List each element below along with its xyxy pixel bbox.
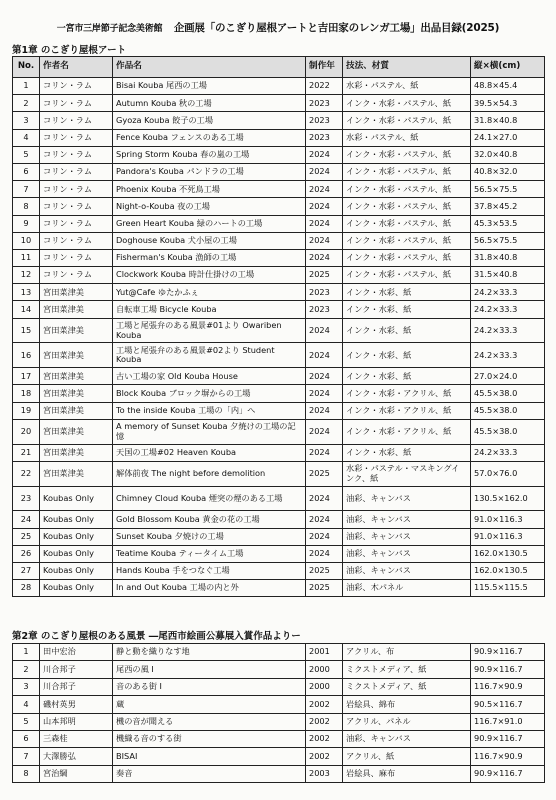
cell-medium: 水彩・パステル、紙	[343, 129, 471, 146]
cell-work: Fisherman's Kouba 漁師の工場	[113, 249, 306, 266]
cell-year: 2024	[306, 232, 343, 249]
cell-work: Yut@Cafe ゆたかふぇ	[113, 284, 306, 301]
table-row	[13, 215, 545, 232]
cell-medium: アクリル、布	[343, 644, 471, 661]
cell-year: 2002	[306, 730, 343, 747]
cell-author: コリン・ラム	[40, 267, 113, 284]
cell-year: 2023	[306, 95, 343, 112]
cell-size: 24.2×33.3	[471, 444, 545, 461]
cell-no: 14	[13, 301, 40, 318]
cell-size: 24.1×27.0	[471, 129, 545, 146]
cell-work: Clockwork Kouba 時計仕掛けの工場	[113, 267, 306, 284]
table-row	[13, 562, 545, 579]
cell-size: 162.0×130.5	[471, 545, 545, 562]
cell-medium: インク・水彩、紙	[343, 301, 471, 318]
cell-size: 45.3×53.5	[471, 215, 545, 232]
table-row	[13, 696, 545, 713]
cell-year: 2002	[306, 748, 343, 765]
cell-size: 24.2×33.3	[471, 318, 545, 343]
cell-work: 奏音	[113, 765, 306, 782]
column-header-work: 作品名	[113, 57, 306, 78]
cell-year: 2000	[306, 661, 343, 678]
cell-author: コリン・ラム	[40, 146, 113, 163]
cell-author: 山本邦明	[40, 713, 113, 730]
cell-work: Doghouse Kouba 犬小屋の工場	[113, 232, 306, 249]
cell-work: In and Out Kouba 工場の内と外	[113, 580, 306, 597]
cell-size: 45.5×38.0	[471, 385, 545, 402]
cell-work: Night-o-Kouba 夜の工場	[113, 198, 306, 215]
cell-no: 21	[13, 444, 40, 461]
cell-author: コリン・ラム	[40, 129, 113, 146]
cell-no: 26	[13, 545, 40, 562]
cell-work: 天国の工場#02 Heaven Kouba	[113, 444, 306, 461]
cell-year: 2024	[306, 163, 343, 180]
cell-no: 9	[13, 215, 40, 232]
cell-medium: ミクストメディア、紙	[343, 661, 471, 678]
cell-year: 2024	[306, 528, 343, 545]
table-row	[13, 730, 545, 747]
cell-work: 自転車工場 Bicycle Kouba	[113, 301, 306, 318]
cell-author: コリン・ラム	[40, 198, 113, 215]
cell-year: 2024	[306, 146, 343, 163]
table-row	[13, 95, 545, 112]
cell-medium: インク・水彩、紙	[343, 444, 471, 461]
cell-no: 19	[13, 402, 40, 419]
cell-no: 27	[13, 562, 40, 579]
cell-size: 57.0×76.0	[471, 461, 545, 486]
cell-size: 116.7×90.9	[471, 748, 545, 765]
cell-year: 2024	[306, 318, 343, 343]
cell-no: 1	[13, 644, 40, 661]
cell-author: コリン・ラム	[40, 78, 113, 95]
chapter2-title: 第2章 のこぎり屋根のある風景 ―尾西市絵画公募展入賞作品よりー	[12, 631, 301, 642]
table-header-row	[13, 57, 545, 78]
cell-year: 2024	[306, 402, 343, 419]
cell-no: 23	[13, 486, 40, 511]
cell-size: 56.5×75.5	[471, 181, 545, 198]
cell-medium: 油彩、キャンバス	[343, 545, 471, 562]
table-row	[13, 318, 545, 343]
cell-size: 90.9×116.7	[471, 661, 545, 678]
cell-no: 18	[13, 385, 40, 402]
cell-year: 2024	[306, 444, 343, 461]
cell-year: 2003	[306, 765, 343, 782]
cell-year: 2024	[306, 198, 343, 215]
table-row	[13, 661, 545, 678]
cell-medium: インク・水彩・アクリル、紙	[343, 385, 471, 402]
cell-author: Koubas Only	[40, 545, 113, 562]
cell-author: 宮田菜津美	[40, 419, 113, 444]
table-row	[13, 461, 545, 486]
cell-size: 37.8×45.2	[471, 198, 545, 215]
table-row	[13, 78, 545, 95]
cell-work: Phoenix Kouba 不死鳥工場	[113, 181, 306, 198]
cell-medium: インク・水彩・パステル、紙	[343, 146, 471, 163]
cell-author: コリン・ラム	[40, 95, 113, 112]
cell-size: 24.2×33.3	[471, 301, 545, 318]
cell-author: 宮田菜津美	[40, 444, 113, 461]
cell-no: 2	[13, 95, 40, 112]
cell-medium: インク・水彩・パステル、紙	[343, 112, 471, 129]
cell-author: Koubas Only	[40, 511, 113, 528]
cell-no: 28	[13, 580, 40, 597]
cell-no: 25	[13, 528, 40, 545]
cell-author: 宮田菜津美	[40, 318, 113, 343]
cell-year: 2024	[306, 385, 343, 402]
table-row	[13, 580, 545, 597]
table-row	[13, 713, 545, 730]
cell-author: 宮田菜津美	[40, 461, 113, 486]
column-header-author: 作者名	[40, 57, 113, 78]
cell-author: 宮治綱	[40, 765, 113, 782]
cell-year: 2024	[306, 486, 343, 511]
cell-size: 116.7×90.9	[471, 678, 545, 695]
cell-year: 2024	[306, 181, 343, 198]
cell-size: 31.8×40.8	[471, 249, 545, 266]
column-header-size: 縦×横(cm)	[471, 57, 545, 78]
cell-size: 24.2×33.3	[471, 284, 545, 301]
table-row	[13, 129, 545, 146]
cell-work: Block Kouba ブロック塀からの工場	[113, 385, 306, 402]
cell-medium: 油彩、キャンバス	[343, 528, 471, 545]
cell-medium: アクリル、パネル	[343, 713, 471, 730]
cell-year: 2025	[306, 562, 343, 579]
cell-medium: 油彩、キャンバス	[343, 562, 471, 579]
cell-no: 13	[13, 284, 40, 301]
table-row	[13, 198, 545, 215]
cell-medium: インク・水彩・パステル、紙	[343, 181, 471, 198]
cell-work: 音のある街 I	[113, 678, 306, 695]
cell-author: コリン・ラム	[40, 163, 113, 180]
cell-size: 45.5×38.0	[471, 402, 545, 419]
cell-author: 宮田菜津美	[40, 301, 113, 318]
cell-size: 162.0×130.5	[471, 562, 545, 579]
cell-year: 2002	[306, 713, 343, 730]
cell-no: 12	[13, 267, 40, 284]
cell-size: 40.8×32.0	[471, 163, 545, 180]
table-row	[13, 368, 545, 385]
column-header-no: No.	[13, 57, 40, 78]
table-row	[13, 748, 545, 765]
table-row	[13, 765, 545, 782]
cell-size: 90.9×116.7	[471, 730, 545, 747]
cell-work: Fence Kouba フェンスのある工場	[113, 129, 306, 146]
cell-medium: アクリル、紙	[343, 748, 471, 765]
cell-work: Autumn Kouba 秋の工場	[113, 95, 306, 112]
table-row	[13, 644, 545, 661]
organization-name: 一宮市三岸節子記念美術館	[56, 24, 163, 34]
cell-year: 2023	[306, 284, 343, 301]
cell-year: 2000	[306, 678, 343, 695]
table-row	[13, 146, 545, 163]
cell-medium: インク・水彩、紙	[343, 318, 471, 343]
cell-no: 16	[13, 343, 40, 368]
cell-no: 7	[13, 181, 40, 198]
cell-year: 2023	[306, 129, 343, 146]
cell-author: コリン・ラム	[40, 181, 113, 198]
cell-medium: 岩絵具、綿布	[343, 696, 471, 713]
cell-author: Koubas Only	[40, 562, 113, 579]
table-row	[13, 402, 545, 419]
cell-no: 7	[13, 748, 40, 765]
cell-medium: インク・水彩、紙	[343, 343, 471, 368]
cell-no: 24	[13, 511, 40, 528]
cell-no: 1	[13, 78, 40, 95]
cell-medium: インク・水彩・パステル、紙	[343, 232, 471, 249]
cell-medium: インク・水彩・パステル、紙	[343, 267, 471, 284]
cell-medium: インク・水彩、紙	[343, 368, 471, 385]
cell-size: 116.7×91.0	[471, 713, 545, 730]
table-row	[13, 181, 545, 198]
table-row	[13, 301, 545, 318]
cell-author: 宮田菜津美	[40, 385, 113, 402]
cell-work: Gyoza Kouba 餃子の工場	[113, 112, 306, 129]
cell-year: 2023	[306, 112, 343, 129]
cell-medium: インク・水彩・パステル、紙	[343, 163, 471, 180]
cell-work: Pandora's Kouba パンドラの工場	[113, 163, 306, 180]
cell-size: 27.0×24.0	[471, 368, 545, 385]
table-row	[13, 528, 545, 545]
cell-medium: 油彩、キャンバス	[343, 486, 471, 511]
cell-work: Chimney Cloud Kouba 煙突の煙のある工場	[113, 486, 306, 511]
cell-year: 2022	[306, 78, 343, 95]
cell-no: 4	[13, 696, 40, 713]
cell-work: 解体前夜 The night before demolition	[113, 461, 306, 486]
cell-size: 56.5×75.5	[471, 232, 545, 249]
cell-size: 39.5×54.3	[471, 95, 545, 112]
cell-medium: インク・水彩・パステル、紙	[343, 198, 471, 215]
cell-work: A memory of Sunset Kouba 夕焼けの工場の記憶	[113, 419, 306, 444]
cell-no: 3	[13, 112, 40, 129]
cell-author: 田中宏治	[40, 644, 113, 661]
cell-medium: 水彩・パステル、紙	[343, 78, 471, 95]
cell-work: 機の音が聞える	[113, 713, 306, 730]
cell-no: 3	[13, 678, 40, 695]
cell-year: 2025	[306, 580, 343, 597]
table-row	[13, 419, 545, 444]
cell-size: 90.9×116.7	[471, 765, 545, 782]
cell-work: 機織る音のする街	[113, 730, 306, 747]
cell-author: Koubas Only	[40, 580, 113, 597]
cell-size: 115.5×115.5	[471, 580, 545, 597]
table-row	[13, 232, 545, 249]
cell-year: 2024	[306, 511, 343, 528]
table-row	[13, 444, 545, 461]
table-row	[13, 112, 545, 129]
cell-no: 22	[13, 461, 40, 486]
cell-no: 10	[13, 232, 40, 249]
cell-size: 31.5×40.8	[471, 267, 545, 284]
cell-no: 5	[13, 713, 40, 730]
cell-medium: 油彩、木パネル	[343, 580, 471, 597]
cell-size: 31.8×40.8	[471, 112, 545, 129]
cell-work: BISAI	[113, 748, 306, 765]
cell-medium: インク・水彩・パステル、紙	[343, 249, 471, 266]
cell-medium: ミクストメディア、紙	[343, 678, 471, 695]
chapter2-table	[12, 643, 545, 783]
cell-medium: インク・水彩・パステル、紙	[343, 215, 471, 232]
cell-no: 6	[13, 730, 40, 747]
chapter1-title: 第1章 のこぎり屋根アート	[12, 45, 127, 56]
cell-medium: 水彩・パステル・マスキングインク、紙	[343, 461, 471, 486]
cell-author: コリン・ラム	[40, 249, 113, 266]
cell-no: 8	[13, 765, 40, 782]
cell-year: 2025	[306, 267, 343, 284]
table-row	[13, 511, 545, 528]
cell-author: 三森桂	[40, 730, 113, 747]
cell-size: 91.0×116.3	[471, 511, 545, 528]
cell-work: To the inside Kouba 工場の「内」へ	[113, 402, 306, 419]
document-title: 企画展「のこぎり屋根アートと吉田家のレンガ工場」出品目録(2025)	[173, 22, 500, 34]
cell-medium: インク・水彩・アクリル、紙	[343, 402, 471, 419]
cell-no: 8	[13, 198, 40, 215]
column-header-year: 制作年	[306, 57, 343, 78]
cell-work: 尾西の風 I	[113, 661, 306, 678]
cell-work: 工場と尾張弁のある風景#01より Owariben Kouba	[113, 318, 306, 343]
cell-work: 静と動を織りなす地	[113, 644, 306, 661]
cell-author: 川合邦子	[40, 661, 113, 678]
document-header	[12, 20, 544, 35]
table-row	[13, 486, 545, 511]
cell-size: 32.0×40.8	[471, 146, 545, 163]
cell-work: Spring Storm Kouba 春の嵐の工場	[113, 146, 306, 163]
cell-size: 45.5×38.0	[471, 419, 545, 444]
cell-work: Hands Kouba 手をつなぐ工場	[113, 562, 306, 579]
cell-no: 20	[13, 419, 40, 444]
table-row	[13, 385, 545, 402]
cell-author: コリン・ラム	[40, 112, 113, 129]
cell-year: 2002	[306, 696, 343, 713]
chapter1-table	[12, 56, 545, 597]
cell-author: 大澤勝弘	[40, 748, 113, 765]
cell-no: 17	[13, 368, 40, 385]
cell-size: 48.8×45.4	[471, 78, 545, 95]
cell-medium: インク・水彩、紙	[343, 284, 471, 301]
cell-no: 11	[13, 249, 40, 266]
cell-medium: 岩絵具、麻布	[343, 765, 471, 782]
cell-size: 90.9×116.7	[471, 644, 545, 661]
table-row	[13, 545, 545, 562]
cell-author: 磯村英男	[40, 696, 113, 713]
cell-year: 2024	[306, 249, 343, 266]
cell-size: 130.5×162.0	[471, 486, 545, 511]
cell-no: 4	[13, 129, 40, 146]
cell-work: 古い工場の家 Old Kouba House	[113, 368, 306, 385]
cell-author: 宮田菜津美	[40, 343, 113, 368]
table-row	[13, 678, 545, 695]
cell-year: 2024	[306, 545, 343, 562]
cell-no: 5	[13, 146, 40, 163]
table-row	[13, 163, 545, 180]
table-row	[13, 267, 545, 284]
cell-medium: 油彩、キャンバス	[343, 730, 471, 747]
cell-year: 2001	[306, 644, 343, 661]
cell-author: コリン・ラム	[40, 215, 113, 232]
cell-work: Bisai Kouba 尾西の工場	[113, 78, 306, 95]
cell-no: 2	[13, 661, 40, 678]
cell-medium: 油彩、キャンバス	[343, 511, 471, 528]
table-row	[13, 284, 545, 301]
cell-author: コリン・ラム	[40, 232, 113, 249]
cell-year: 2024	[306, 343, 343, 368]
cell-size: 90.5×116.7	[471, 696, 545, 713]
cell-work: 工場と尾張弁のある風景#02より Student Kouba	[113, 343, 306, 368]
cell-work: Teatime Kouba ティータイム工場	[113, 545, 306, 562]
cell-medium: インク・水彩・パステル、紙	[343, 95, 471, 112]
cell-author: Koubas Only	[40, 486, 113, 511]
cell-work: 蔵	[113, 696, 306, 713]
cell-year: 2024	[306, 215, 343, 232]
cell-size: 24.2×33.3	[471, 343, 545, 368]
cell-no: 15	[13, 318, 40, 343]
cell-medium: インク・水彩・アクリル、紙	[343, 419, 471, 444]
table-row	[13, 249, 545, 266]
cell-size: 91.0×116.3	[471, 528, 545, 545]
cell-author: 宮田菜津美	[40, 284, 113, 301]
table-row	[13, 343, 545, 368]
cell-year: 2025	[306, 461, 343, 486]
cell-author: 川合邦子	[40, 678, 113, 695]
cell-author: Koubas Only	[40, 528, 113, 545]
cell-year: 2024	[306, 419, 343, 444]
cell-year: 2023	[306, 301, 343, 318]
cell-author: 宮田菜津美	[40, 402, 113, 419]
cell-author: 宮田菜津美	[40, 368, 113, 385]
column-header-medium: 技法、材質	[343, 57, 471, 78]
cell-work: Sunset Kouba 夕焼けの工場	[113, 528, 306, 545]
cell-work: Gold Blossom Kouba 黄金の花の工場	[113, 511, 306, 528]
cell-work: Green Heart Kouba 緑のハートの工場	[113, 215, 306, 232]
cell-no: 6	[13, 163, 40, 180]
cell-year: 2024	[306, 368, 343, 385]
